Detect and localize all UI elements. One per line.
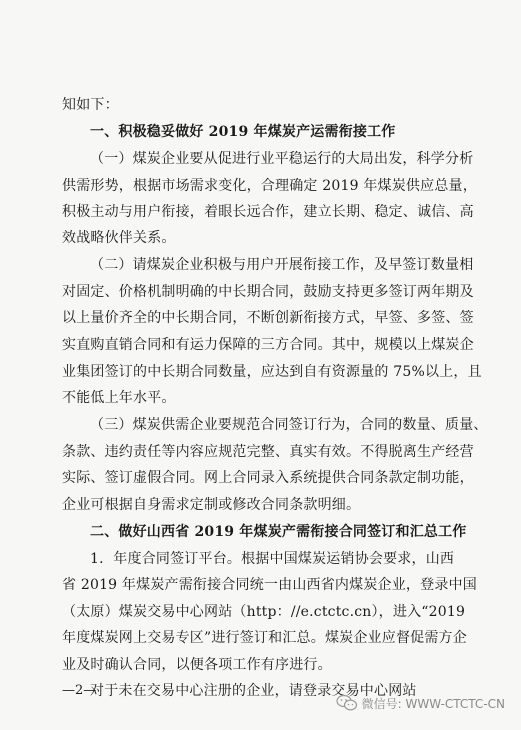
text-line: 实直购直销合同和有运力保障的三方合同。其中，规模以上煤炭企 <box>62 337 474 353</box>
text-line: 实际、签订虚假合同。网上合同录入系统提供合同条款定制功能， <box>62 470 474 486</box>
section-heading-1: 一、积极稳妥做好 2019 年煤炭产运需衔接工作 <box>90 124 396 140</box>
text-line: 1．年度合同签订平台。根据中国煤炭运销协会要求，山西 <box>90 551 455 567</box>
text-line: （三）煤炭供需企业要规范合同签订行为，合同的数量、质量、 <box>90 417 488 433</box>
text-line: 条款、违约责任等内容应规范完整、真实有效。不得脱离生产经营 <box>62 444 474 460</box>
text-line: 对固定、价格机制明确的中长期合同，鼓励支持更多签订两年期及 <box>62 284 474 300</box>
text-line: （一）煤炭企业要从促进行业平稳运行的大局出发，科学分析 <box>90 151 474 167</box>
section-heading-2: 二、做好山西省 2019 年煤炭产需衔接合同签订和汇总工作 <box>90 524 467 540</box>
text-line: 积极主动与用户衔接，着眼长远合作，建立长期、稳定、诚信、高 <box>62 204 474 220</box>
text-line: 企业可根据自身需求定制或修改合同条款明细。 <box>62 497 361 513</box>
text-line: 供需形势，根据市场需求变化，合理确定 2019 年煤炭供应总量， <box>62 178 477 194</box>
text-line: 以上量价齐全的中长期合同，不断创新衔接方式，早签、多签、签 <box>62 310 474 326</box>
text-line: 省 2019 年煤炭产需衔接合同统一由山西省内煤炭企业，登录中国 <box>62 577 477 593</box>
text-line: 知如下： <box>62 97 119 113</box>
text-line: 业及时确认合同，以便各项工作有序进行。 <box>62 657 332 673</box>
text-line: 对于未在交易中心注册的企业，请登录交易中心网站 <box>90 683 417 699</box>
wechat-icon <box>336 694 358 712</box>
text-line: 业集团签订的中长期合同数量，应达到自有资源量的 75%以上，且 <box>62 364 482 380</box>
text-line: （二）请煤炭企业积极与用户开展衔接工作，及早签订数量相 <box>90 257 474 273</box>
text-line: 效战略伙伴关系。 <box>62 230 176 246</box>
watermark <box>336 694 505 712</box>
text-line: 不能低上年水平。 <box>62 390 176 406</box>
watermark-text: 微信号: WWW-CTCTC-CN <box>361 696 505 711</box>
text-line: 年度煤炭网上交易专区”进行签订和汇总。煤炭企业应督促需方企 <box>62 630 467 646</box>
page-number: —2— <box>62 683 97 698</box>
text-line: （太原）煤炭交易中心网站（http：//e.ctctc.cn），进入“2019 <box>62 604 466 620</box>
